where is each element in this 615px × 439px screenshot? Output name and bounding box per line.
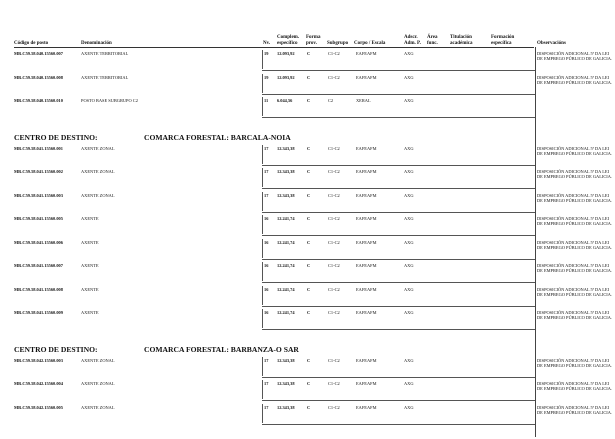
- cell-forma: C: [307, 239, 311, 245]
- row-separator-vertical: [262, 215, 263, 234]
- row-separator-vertical: [262, 239, 263, 258]
- cell-complemento: 12.241,74: [277, 286, 295, 292]
- cell-complemento: 12.343,38: [277, 404, 295, 410]
- header-rule: [14, 47, 534, 48]
- cell-niv: 16: [264, 286, 269, 292]
- cell-subgrupo: C1-C2: [328, 145, 340, 151]
- cell-forma: C: [307, 216, 311, 221]
- table-row: [0, 310, 615, 332]
- cell-adm: AXG: [404, 404, 414, 410]
- cell-complemento: 12.241,74: [277, 263, 295, 268]
- cell-corpo: EAFEAFM: [356, 286, 377, 292]
- cell-corpo: EAFEAFM: [356, 263, 377, 268]
- table-row: [0, 287, 615, 309]
- cell-codigo: MR.C59.58.041.15560.009: [14, 310, 63, 315]
- cell-denominacion: AXENTE ZONAL: [81, 192, 115, 198]
- cell-adm: AXG: [404, 98, 414, 103]
- cell-subgrupo: C1-C2: [328, 310, 340, 315]
- row-separator-rule: [262, 329, 535, 330]
- cell-obs: DISPOSICIÓN ADICIONAL 5ª DA LEI DE EMPREGO PÚBLICO DE GALICIA.: [537, 74, 613, 85]
- cell-corpo: EAFEAFM: [356, 192, 377, 198]
- cell-codigo: MR.C59.58.040.15560.007: [14, 51, 63, 56]
- centro-destino-label: CENTRO DE DESTINO:: [14, 132, 98, 142]
- cell-adm: AXG: [404, 381, 414, 386]
- cell-niv: 17: [264, 357, 269, 363]
- cell-complemento: 12.343,38: [277, 381, 295, 386]
- header-observacions: Observacións: [537, 41, 566, 46]
- cell-denominacion: AXENTE: [81, 239, 99, 245]
- table-row: [0, 240, 615, 262]
- row-separator-vertical: [262, 357, 263, 376]
- cell-forma: C: [307, 169, 311, 174]
- cell-complemento: 12.241,74: [277, 310, 295, 315]
- cell-subgrupo: C1-C2: [328, 286, 340, 292]
- cell-subgrupo: C1-C2: [328, 263, 340, 268]
- row-separator-vertical: [262, 286, 263, 305]
- cell-obs: DISPOSICIÓN ADICIONAL 5ª DA LEI DE EMPREGO PÚBLICO DE GALICIA.: [537, 239, 613, 250]
- row-separator-vertical: [262, 192, 263, 211]
- cell-subgrupo: C2: [328, 98, 334, 103]
- cell-denominacion: POSTO BASE SUBGRUPO C2: [81, 98, 138, 103]
- cell-forma: C: [307, 263, 311, 268]
- cell-subgrupo: C1-C2: [328, 169, 340, 174]
- cell-denominacion: AXENTE ZONAL: [81, 381, 115, 386]
- cell-denominacion: AXENTE: [81, 286, 99, 292]
- row-separator-vertical: [262, 145, 263, 164]
- centro-destino-value: COMARCA FORESTAL: BARBANZA-O SAR: [144, 344, 299, 354]
- cell-adm: AXG: [404, 263, 414, 268]
- header-subgrupo: Subgrupo: [327, 41, 349, 46]
- cell-obs: DISPOSICIÓN ADICIONAL 5ª DA LEI DE EMPREGO PÚBLICO DE GALICIA.: [537, 263, 613, 273]
- cell-niv: 17: [264, 404, 269, 410]
- cell-corpo: XERAL: [356, 98, 371, 103]
- row-separator-vertical: [262, 404, 263, 423]
- cell-complemento: 12.241,74: [277, 216, 295, 221]
- cell-codigo: MR.C59.58.042.15560.003: [14, 357, 63, 363]
- cell-obs: DISPOSICIÓN ADICIONAL 5ª DA LEI DE EMPREGO PÚBLICO DE GALICIA.: [537, 404, 613, 415]
- cell-niv: 17: [264, 381, 269, 386]
- cell-forma: C: [307, 381, 311, 386]
- cell-obs: DISPOSICIÓN ADICIONAL 5ª DA LEI DE EMPREGO PÚBLICO DE GALICIA.: [537, 216, 613, 226]
- header-denominacion: Denominación: [81, 41, 112, 46]
- cell-corpo: EAFEAFM: [356, 381, 377, 386]
- cell-obs: DISPOSICIÓN ADICIONAL 5ª DA LEI DE EMPREGO PÚBLICO DE GALICIA.: [537, 286, 613, 297]
- table-row: [0, 358, 615, 380]
- table-row: [0, 169, 615, 191]
- cell-subgrupo: C1-C2: [328, 404, 340, 410]
- header-corpo: Corpo / Escala: [354, 41, 386, 46]
- row-separator-vertical: [262, 97, 263, 116]
- cell-corpo: EAFEAFM: [356, 74, 377, 80]
- header-titulacion: Titulación académica: [450, 35, 473, 46]
- header-forma: Forma prov.: [306, 35, 321, 46]
- cell-subgrupo: C1-C2: [328, 192, 340, 198]
- row-separator-vertical: [262, 309, 263, 328]
- cell-complemento: 12.241,74: [277, 239, 295, 245]
- cell-corpo: EAFEAFM: [356, 216, 377, 221]
- cell-obs: DISPOSICIÓN ADICIONAL 5ª DA LEI DE EMPREGO PÚBLICO DE GALICIA.: [537, 145, 613, 156]
- cell-adm: AXG: [404, 239, 414, 245]
- cell-niv: 17: [264, 192, 269, 198]
- cell-obs: DISPOSICIÓN ADICIONAL 5ª DA LEI DE EMPREGO PÚBLICO DE GALICIA.: [537, 169, 613, 179]
- cell-complemento: 12.343,38: [277, 145, 295, 151]
- table-row: [0, 51, 615, 73]
- cell-denominacion: AXENTE ZONAL: [81, 145, 115, 151]
- cell-corpo: EAFEAFM: [356, 51, 377, 56]
- cell-codigo: MR.C59.58.040.15560.008: [14, 74, 63, 80]
- row-separator-rule: [262, 188, 535, 189]
- cell-denominacion: AXENTE: [81, 263, 99, 268]
- cell-denominacion: AXENTE: [81, 310, 99, 315]
- header-area: Área func.: [427, 35, 438, 46]
- header-codigo: Código de posto: [14, 41, 49, 46]
- cell-adm: AXG: [404, 192, 414, 198]
- row-separator-rule: [262, 259, 535, 260]
- cell-codigo: MR.C59.58.041.15560.002: [14, 169, 63, 174]
- cell-codigo: MR.C59.58.041.15560.007: [14, 263, 63, 268]
- cell-niv: 16: [264, 239, 269, 245]
- cell-niv: 16: [264, 263, 269, 268]
- row-separator-rule: [262, 212, 535, 213]
- row-separator-vertical: [262, 262, 263, 281]
- row-separator-vertical: [262, 168, 263, 187]
- cell-forma: C: [307, 98, 311, 103]
- row-separator-vertical: [262, 74, 263, 93]
- cell-adm: AXG: [404, 357, 414, 363]
- cell-niv: 17: [264, 169, 269, 174]
- cell-forma: C: [307, 145, 311, 151]
- row-separator-rule: [262, 282, 535, 283]
- table-row: [0, 381, 615, 403]
- cell-adm: AXG: [404, 286, 414, 292]
- cell-codigo: MR.C59.58.041.15560.001: [14, 145, 63, 151]
- cell-adm: AXG: [404, 169, 414, 174]
- cell-adm: AXG: [404, 216, 414, 221]
- cell-forma: C: [307, 192, 311, 198]
- cell-subgrupo: C1-C2: [328, 357, 340, 363]
- cell-subgrupo: C1-C2: [328, 239, 340, 245]
- cell-codigo: MR.C59.58.040.15560.010: [14, 98, 63, 103]
- cell-niv: 19: [264, 51, 269, 56]
- cell-obs: DISPOSICIÓN ADICIONAL 5ª DA LEI DE EMPREGO PÚBLICO DE GALICIA.: [537, 381, 613, 391]
- row-separator-rule: [262, 306, 535, 307]
- cell-adm: AXG: [404, 310, 414, 315]
- cell-denominacion: AXENTE TERRITORIAL: [81, 51, 129, 56]
- cell-corpo: EAFEAFM: [356, 404, 377, 410]
- table-row: [0, 75, 615, 97]
- cell-codigo: MR.C59.58.041.15560.005: [14, 216, 63, 221]
- cell-denominacion: AXENTE ZONAL: [81, 357, 115, 363]
- cell-complemento: 12.093,92: [277, 74, 295, 80]
- cell-complemento: 6.044,56: [277, 98, 293, 103]
- header-niv: Nv.: [263, 41, 271, 46]
- centro-destino-label: CENTRO DE DESTINO:: [14, 344, 98, 354]
- cell-niv: 11: [264, 98, 269, 103]
- cell-obs: DISPOSICIÓN ADICIONAL 5ª DA LEI DE EMPREGO PÚBLICO DE GALICIA.: [537, 192, 613, 203]
- row-separator-rule: [262, 70, 535, 71]
- cell-codigo: MR.C59.58.041.15560.006: [14, 239, 63, 245]
- cell-codigo: MR.C59.58.042.15560.005: [14, 404, 63, 410]
- cell-corpo: EAFEAFM: [356, 145, 377, 151]
- table-row: [0, 193, 615, 215]
- table-row: [0, 146, 615, 168]
- cell-forma: C: [307, 310, 311, 315]
- cell-denominacion: AXENTE TERRITORIAL: [81, 74, 129, 80]
- header-complemento: Complem. específico: [277, 35, 300, 46]
- cell-subgrupo: C1-C2: [328, 381, 340, 386]
- cell-corpo: EAFEAFM: [356, 239, 377, 245]
- table-row: [0, 263, 615, 285]
- cell-subgrupo: C1-C2: [328, 216, 340, 221]
- cell-corpo: EAFEAFM: [356, 169, 377, 174]
- cell-niv: 16: [264, 310, 269, 315]
- cell-codigo: MR.C59.58.041.15560.008: [14, 286, 63, 292]
- cell-obs: DISPOSICIÓN ADICIONAL 5ª DA LEI DE EMPREGO PÚBLICO DE GALICIA.: [537, 310, 613, 320]
- cell-codigo: MR.C59.58.042.15560.004: [14, 381, 63, 386]
- cell-denominacion: AXENTE ZONAL: [81, 404, 115, 410]
- cell-obs: DISPOSICIÓN ADICIONAL 5ª DA LEI DE EMPREGO PÚBLICO DE GALICIA.: [537, 51, 613, 61]
- row-separator-rule: [262, 424, 535, 425]
- row-separator-vertical: [262, 380, 263, 399]
- cell-forma: C: [307, 74, 311, 80]
- centro-destino-value: COMARCA FORESTAL: BARCALA-NOIA: [144, 132, 291, 142]
- cell-complemento: 12.343,38: [277, 169, 295, 174]
- cell-obs: DISPOSICIÓN ADICIONAL 5ª DA LEI DE EMPREGO PÚBLICO DE GALICIA.: [537, 357, 613, 368]
- row-separator-rule: [262, 377, 535, 378]
- cell-corpo: EAFEAFM: [356, 310, 377, 315]
- cell-niv: 16: [264, 216, 269, 221]
- cell-corpo: EAFEAFM: [356, 357, 377, 363]
- cell-subgrupo: C1-C2: [328, 74, 340, 80]
- cell-complemento: 12.093,92: [277, 51, 295, 56]
- cell-adm: AXG: [404, 145, 414, 151]
- cell-subgrupo: C1-C2: [328, 51, 340, 56]
- row-separator-rule: [262, 165, 535, 166]
- row-separator-rule: [262, 400, 535, 401]
- cell-codigo: MR.C59.58.041.15560.003: [14, 192, 63, 198]
- row-separator-rule: [262, 235, 535, 236]
- table-row: [0, 98, 615, 120]
- row-separator-rule: [262, 117, 535, 118]
- cell-niv: 17: [264, 145, 269, 151]
- cell-adm: AXG: [404, 51, 414, 56]
- row-separator-rule: [262, 94, 535, 95]
- table-row: [0, 405, 615, 427]
- cell-adm: AXG: [404, 74, 414, 80]
- cell-forma: C: [307, 286, 311, 292]
- row-separator-vertical: [262, 50, 263, 69]
- header-formacion: Formación específica: [491, 35, 515, 46]
- cell-complemento: 12.343,38: [277, 192, 295, 198]
- table-row: [0, 216, 615, 238]
- cell-forma: C: [307, 357, 311, 363]
- cell-forma: C: [307, 404, 311, 410]
- cell-complemento: 12.343,38: [277, 357, 295, 363]
- cell-denominacion: AXENTE ZONAL: [81, 169, 115, 174]
- cell-forma: C: [307, 51, 311, 56]
- header-adscr: Adscr. Adm. P.: [404, 35, 421, 46]
- cell-niv: 19: [264, 74, 269, 80]
- cell-denominacion: AXENTE: [81, 216, 99, 221]
